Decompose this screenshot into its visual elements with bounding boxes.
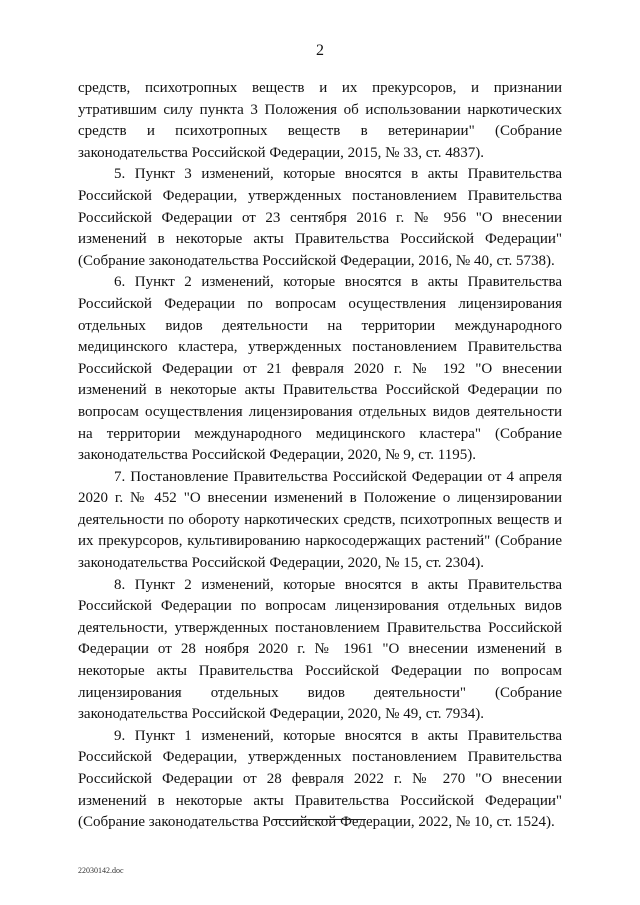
paragraph-item-8: 8. Пункт 2 изменений, которые вносятся в акты Правительства Российской Федерации по вопросам лицензирования отдельных видов деятельности, утвержденных постановлением Правительства Российской Федерации от 28 ноября 2020 г. № 1961 "О внесении изменений в некоторые акты Правительства Российской Федерации по вопросам лицензирования отдельных видов деятельности" (Собрание законодательства Российской Федерации, 2020, № 49, ст. 7934).: [78, 576, 562, 723]
paragraph-item-6: 6. Пункт 2 изменений, которые вносятся в акты Правительства Российской Федерации по вопросам осуществления лицензирования отдельных видов деятельности на территории международного медицинского кластера, утвержденных постановлением Правительства Российской Федерации от 21 февраля 2020 г. № 192 "О внесении изменений в некоторые акты Правительства Российской Федерации по вопросам осуществления лицензирования отдельных видов деятельности на территории международного медицинского кластера" (Собрание законодательства Российской Федерации, 2020, № 9, ст. 1195).: [78, 274, 562, 464]
paragraph-continuation: средств, психотропных веществ и их прекурсоров, и признании утратившим силу пункта 3 Положения об использовании наркотических средств и психотропных веществ в ветеринарии" (Собрание законодательства Российской Федерации, 2015, № 33, ст. 4837).: [78, 80, 562, 161]
file-reference: 22030142.doc: [78, 866, 124, 875]
paragraph-item-7: 7. Постановление Правительства Российской Федерации от 4 апреля 2020 г. № 452 "О внесении изменений в Положение о лицензировании деятельности по обороту наркотических средств, психотропных веществ и их прекурсоров, культивированию наркосодержащих растений" (Собрание законодательства Российской Федерации, 2020, № 15, ст. 2304).: [78, 468, 562, 572]
paragraph-item-9: 9. Пункт 1 изменений, которые вносятся в акты Правительства Российской Федерации, утвержденных постановлением Правительства Российской Федерации от 28 февраля 2022 г. № 270 "О внесении изменений в некоторые акты Правительства Российской Федерации" (Собрание законодательства Российской Федерации, 2022, № 10, ст. 1524).: [78, 727, 562, 831]
page-number: 2: [316, 42, 324, 59]
paragraph-item-5: 5. Пункт 3 изменений, которые вносятся в акты Правительства Российской Федерации, утвержденных постановлением Правительства Российской Федерации от 23 сентября 2016 г. № 956 "О внесении изменений в некоторые акты Правительства Российской Федерации" (Собрание законодательства Российской Федерации, 2016, № 40, ст. 5738).: [78, 166, 562, 269]
closing-divider-line: [273, 819, 366, 820]
document-body: [78, 78, 562, 834]
